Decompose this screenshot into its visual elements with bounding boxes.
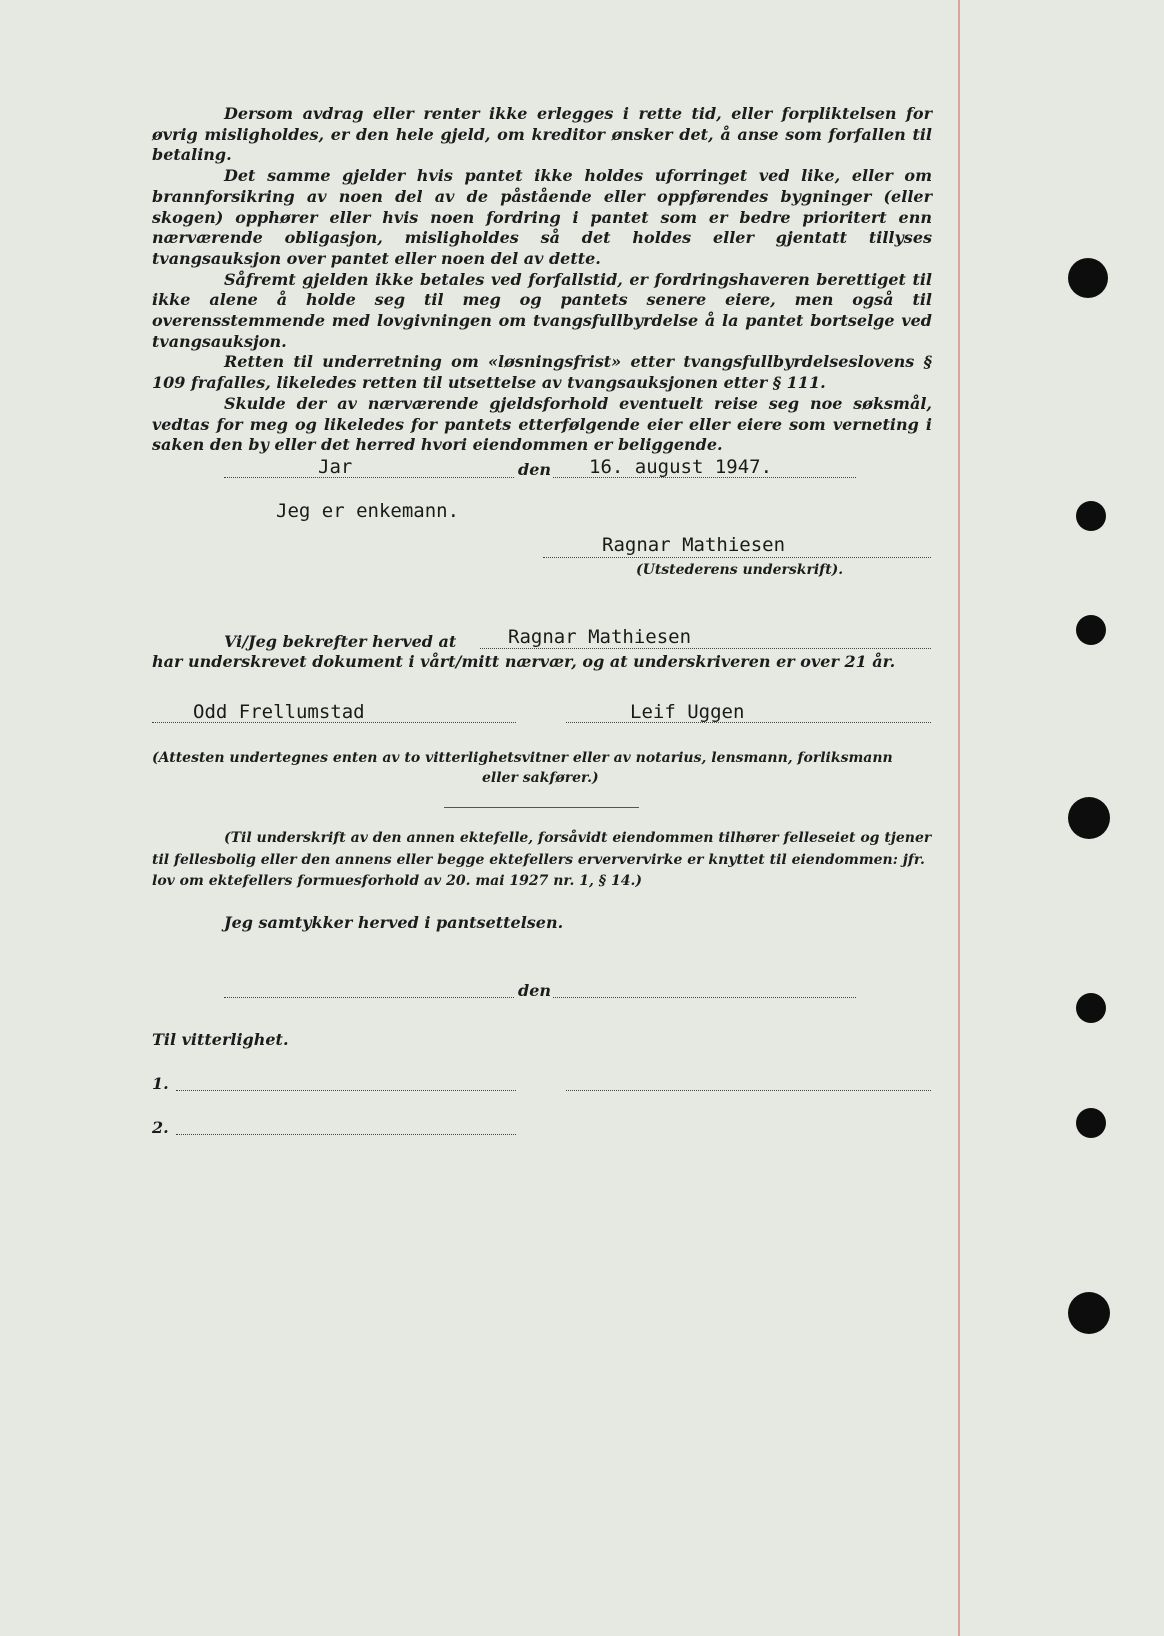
paragraph-venue: Skulde der av nærværende gjeldsforhold eventuelt reise seg noe søksmål, vedtas for meg og likeledes for pantets etterfølgende eier eller eiere som verneting i saken den by eller det herred hvori eiendommen er beliggende. — [152, 393, 932, 455]
witness1-signature: Odd Frellumstad — [193, 701, 365, 723]
margin-rule — [958, 0, 960, 1636]
issuer-signature: Ragnar Mathiesen — [602, 534, 786, 556]
punch-hole-icon — [1076, 993, 1106, 1023]
paragraph-maturity: Såfremt gjelden ikke betales ved forfallstid, er fordringshaveren berettiget til ikke alene å holde seg til meg og pantets senere eiere, men også til overensstemmende med lovgivningen om tvangsfullbyrdelse å la pantet bortselge ved tvangsauksjon. — [152, 269, 932, 351]
spouse-note-line-3: lov om ektefellers formuesforhold av 20. mai 1927 nr. 1, § 14.) — [152, 873, 642, 889]
punch-hole-icon — [1076, 615, 1106, 645]
paragraph-pledge-maintenance: Det samme gjelder hvis pantet ikke holdes uforringet ved like, eller om brannforsikring av noen del av de påstående eller oppførendes bygninger (eller skogen) opphører eller hvis noen fordring i pantet som er bedre prioritert enn nærværende obligasjon, misligholdes så det holdes eller gjentatt tillyses tvangsauksjon over pantet eller noen del av dette. — [152, 166, 932, 268]
issuer-signature-caption: (Utstederens underskrift). — [636, 562, 844, 578]
second-date-line — [553, 997, 856, 998]
punch-hole-icon — [1068, 1292, 1110, 1334]
place-dotted-line — [224, 477, 514, 478]
punch-hole-icon — [1076, 1108, 1106, 1138]
body-text — [152, 104, 932, 456]
attest-note-line-1: (Attesten undertegnes enten av to vitterlighetsvitner eller av notarius, lensmann, forliksmann — [152, 750, 893, 766]
punch-hole-icon — [1068, 797, 1110, 839]
attestation-line-2: har underskrevet dokument i vårt/mitt nærvær, og at underskriveren er over 21 år. — [152, 652, 896, 671]
attestation-name-line — [480, 648, 931, 649]
attested-signer-name: Ragnar Mathiesen — [508, 626, 692, 648]
den-label: den — [518, 460, 551, 479]
attest-note-line-2: eller sakfører.) — [482, 770, 599, 786]
spouse-note-line-1: (Til underskrift av den annen ektefelle, forsåvidt eiendommen tilhører felleseiet og tjener — [224, 830, 932, 846]
witness-number-1: 1. — [152, 1074, 169, 1093]
date-value: 16. august 1947. — [589, 456, 773, 478]
second-den-label: den — [518, 981, 551, 1000]
witness-line-2-left — [176, 1134, 516, 1135]
section-divider — [444, 807, 639, 808]
witness-heading: Til vitterlighet. — [152, 1030, 289, 1049]
witness-number-2: 2. — [152, 1118, 169, 1137]
attestation-prefix: Vi/Jeg bekrefter herved at — [224, 632, 457, 651]
paragraph-default-clause: Dersom avdrag eller renter ikke erlegges i rette tid, eller forpliktelsen for øvrig misligholdes, er den hele gjeld, om kreditor ønsker det, å anse som forfallen til betaling. — [152, 104, 932, 165]
witness2-line — [566, 722, 931, 723]
marital-status-note: Jeg er enkemann. — [276, 500, 460, 522]
spouse-note-line-2: til fellesbolig eller den annens eller begge ektefellers erververvirke er knyttet til eiendommen: jfr. — [152, 852, 925, 868]
witness-line-1-left — [176, 1090, 516, 1091]
punch-hole-icon — [1068, 258, 1108, 298]
issuer-signature-line — [543, 557, 931, 558]
punch-hole-icon — [1076, 501, 1106, 531]
second-place-line — [224, 997, 514, 998]
witness-line-1-right — [566, 1090, 931, 1091]
place-value: Jar — [318, 456, 353, 478]
paragraph-notice: Retten til underretning om «løsningsfrist» etter tvangsfullbyrdelseslovens § 109 frafalles, likeledes retten til utsettelse av tvangsauksjonen etter § 111. — [152, 352, 932, 393]
witness2-signature: Leif Uggen — [630, 701, 745, 723]
consent-statement: Jeg samtykker herved i pantsettelsen. — [224, 913, 564, 932]
